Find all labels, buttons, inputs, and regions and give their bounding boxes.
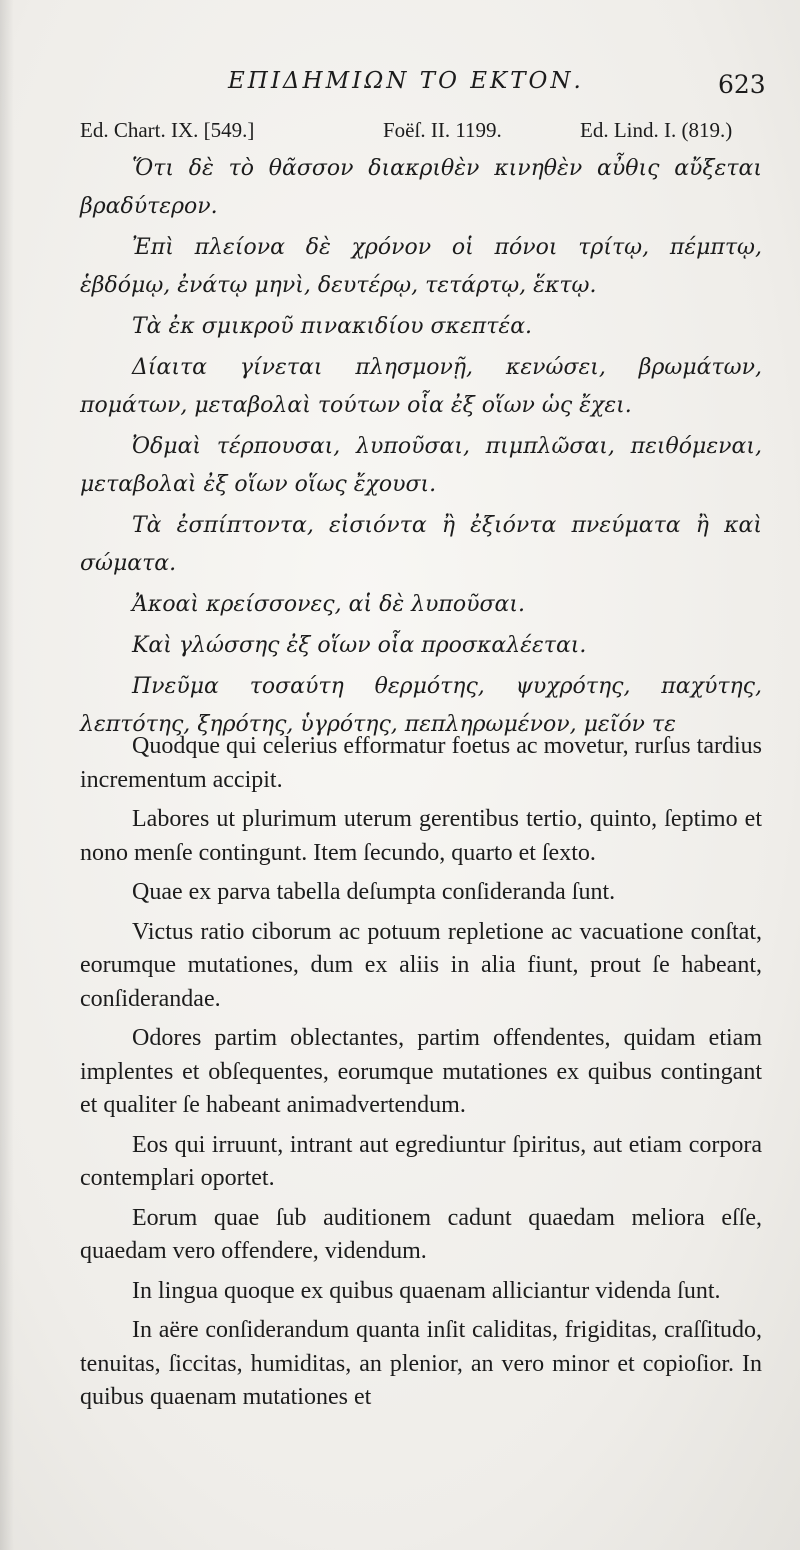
latin-paragraph: Labores ut plurimum uterum gerentibus tertio, quinto, ſeptimo et nono menſe contingunt. Item ſecundo, quarto et ſexto. <box>80 806 762 866</box>
reference-linden: Ed. Lind. I. (819.) <box>580 118 733 142</box>
greek-paragraph: Ὅτι δὲ τὸ θᾶσσον διακριθὲν κινηθὲν αὖθις αὔξεται βραδύτερον. <box>80 156 762 219</box>
latin-paragraph: Eos qui irruunt, intrant aut egrediuntur ſpiritus, aut etiam corpora contemplari oportet. <box>80 1131 762 1191</box>
page-header <box>0 66 800 106</box>
greek-paragraph: Πνεῦμα τοσαύτη θερμότης, ψυχρότης, παχύτης, λεπτότης, ξηρότης, ὑγρότης, πεπληρωμένον, μεῖόν τε <box>80 674 762 737</box>
greek-paragraph: Δίαιτα γίνεται πλησμονῇ, κενώσει, βρωμάτων, πομάτων, μεταβολαὶ τούτων οἷα ἐξ οἵων ὡς ἔχει. <box>80 355 762 418</box>
latin-paragraph: Odores partim oblectantes, partim offendentes, quidam etiam implentes et obſequentes, eorumque mutationes ex quibus contingant et qualiter ſe habeant animadvertendum. <box>80 1025 762 1118</box>
greek-paragraph: Ὀδμαὶ τέρπουσαι, λυποῦσαι, πιμπλῶσαι, πειθόμεναι, μεταβολαὶ ἐξ οἵων οἵως ἔχουσι. <box>80 434 762 497</box>
greek-paragraph: Καὶ γλώσσης ἐξ οἵων οἷα προσκαλέεται. <box>132 633 587 658</box>
latin-paragraph: In aëre conſiderandum quanta inſit caliditas, frigiditas, craſſitudo, tenuitas, ſiccitas, humiditas, an plenior, an vero minor et copioſior. In quibus quaenam mutationes et <box>80 1317 762 1410</box>
page-gutter-shadow <box>0 0 14 1550</box>
edition-references <box>80 118 770 152</box>
greek-paragraph: Ἀκοαὶ κρείσσονες, αἱ δὲ λυποῦσαι. <box>132 592 526 617</box>
reference-foesius: Foëſ. II. 1199. <box>383 118 502 142</box>
greek-paragraph: Τὰ ἐσπίπτοντα, εἰσιόντα ἢ ἐξιόντα πνεύματα ἢ καὶ σώματα. <box>80 513 762 576</box>
latin-paragraph: Eorum quae ſub auditionem cadunt quaedam meliora eſſe, quaedam vero offendere, videndum. <box>80 1204 762 1264</box>
latin-translation <box>80 730 762 1421</box>
latin-paragraph: Quodque qui celerius efformatur foetus ac movetur, rurſus tardius incrementum accipit. <box>80 733 762 793</box>
latin-paragraph: Victus ratio ciborum ac potuum repletione ac vacuatione conſtat, eorumque mutationes, dum ex aliis in alia fiunt, prout ſe habeant, conſiderandae. <box>80 918 762 1012</box>
latin-paragraph: In lingua quoque ex quibus quaenam alliciantur videnda ſunt. <box>132 1277 721 1304</box>
running-title: ΕΠΙΔΗΜΙΩΝ ΤΟ ΕΚΤΟΝ. <box>228 68 584 94</box>
page-number: 623 <box>718 70 766 99</box>
greek-paragraph: Τὰ ἐκ σμικροῦ πινακιδίου σκεπτέα. <box>132 314 533 339</box>
greek-text <box>80 150 762 747</box>
reference-chartier: Ed. Chart. IX. [549.] <box>80 118 255 142</box>
latin-paragraph: Quae ex parva tabella deſumpta conſideranda ſunt. <box>132 879 616 905</box>
greek-paragraph: Ἐπὶ πλείονα δὲ χρόνον οἱ πόνοι τρίτῳ, πέμπτῳ, ἑβδόμῳ, ἐνάτῳ μηνὶ, δευτέρῳ, τετάρτῳ, ἕκτῳ. <box>80 235 762 298</box>
